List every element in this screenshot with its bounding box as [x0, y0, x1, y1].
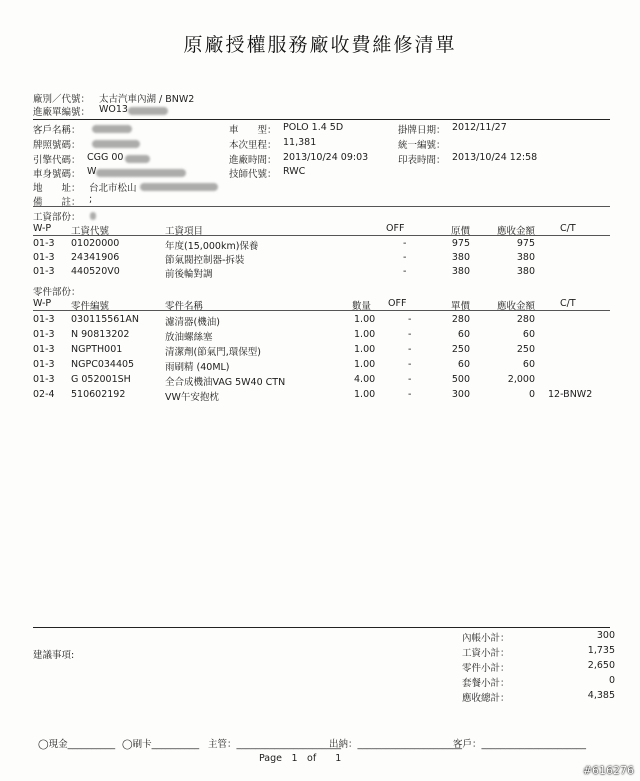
parts-row-qty: 1.00: [354, 359, 376, 370]
reg-date-value: 2012/11/27: [452, 122, 507, 133]
watermark: #616276: [582, 764, 634, 777]
labor-header-code: 工資代號: [71, 226, 110, 237]
parts-row-off: -: [408, 374, 412, 385]
parts-row-off: -: [408, 344, 412, 355]
summary-value: 300: [596, 630, 615, 641]
labor-row-item: 前後輪對調: [165, 269, 213, 280]
document-title: 原廠授權服務廠收費維修清單: [183, 34, 457, 56]
labor-row-item: 節氣閥控制器-拆裝: [165, 255, 245, 266]
parts-header-name: 零件名稱: [165, 301, 204, 312]
remarks-label: 備 註：: [33, 197, 81, 208]
parts-header-divider: [33, 310, 610, 311]
chassis-value: W: [87, 166, 97, 177]
parts-row-due: 60: [522, 329, 535, 340]
labor-row-price: 380: [451, 266, 470, 277]
parts-row-due: 0: [528, 389, 535, 400]
tax-id-label: 統一編號：: [398, 140, 446, 151]
customer-label: 客戶名稱：: [33, 125, 81, 136]
labor-row-off: -: [403, 252, 407, 263]
chassis-label: 車身號碼：: [33, 169, 81, 180]
parts-row-due: 280: [516, 314, 535, 325]
labor-row-due: 975: [516, 238, 535, 249]
parts-row-qty: 1.00: [354, 344, 376, 355]
parts-row-ct: 12-BNW2: [548, 389, 593, 400]
mileage-value: 11,381: [283, 137, 317, 148]
parts-row-name: 全合成機油VAG 5W40 CTN: [165, 377, 286, 388]
address-value: 台北市松山: [89, 183, 137, 194]
entry-time-value: 2013/10/24 09:03: [283, 152, 369, 163]
labor-row-off: -: [403, 266, 407, 277]
parts-header-wp: W-P: [33, 298, 52, 309]
parts-row-qty: 1.00: [354, 329, 376, 340]
header-bottom-divider: [33, 206, 610, 207]
parts-row-unit: 300: [451, 389, 470, 400]
labor-row-code: 01020000: [71, 238, 120, 249]
redaction-mark: [125, 155, 150, 163]
labor-row-price: 380: [451, 252, 470, 263]
summary-value: 4,385: [587, 690, 615, 701]
entry-time-label: 進廠時間：: [229, 155, 277, 166]
labor-row-off: -: [403, 238, 407, 249]
parts-row-wp: 01-3: [33, 359, 55, 370]
parts-row-name: 濾清器(機油): [165, 317, 220, 328]
labor-row-code: 440520V0: [71, 266, 120, 277]
engine-label: 引擎代碼：: [33, 155, 81, 166]
supervisor-signature: 主管：______________________: [208, 739, 342, 750]
labor-row-item: 年度(15,000km)保養: [165, 241, 259, 252]
summary-label: 套餐小計：: [462, 678, 510, 689]
summary-label: 工資小計：: [462, 648, 510, 659]
parts-row-unit: 60: [457, 359, 470, 370]
parts-row-name: 清潔劑(節氣門,環保型): [165, 347, 261, 358]
parts-row-qty: 1.00: [354, 389, 376, 400]
engine-value: CGG 00: [87, 152, 124, 163]
parts-row-unit: 280: [451, 314, 470, 325]
parts-row-off: -: [408, 389, 412, 400]
print-time-value: 2013/10/24 12:58: [452, 152, 538, 163]
labor-header-ct: C/T: [560, 223, 576, 234]
parts-header-off: OFF: [388, 298, 407, 309]
parts-row-off: -: [408, 359, 412, 370]
parts-row-code: N 90813202: [71, 329, 130, 340]
address-label: 地 址：: [33, 183, 81, 194]
parts-row-unit: 250: [451, 344, 470, 355]
remarks-value: ;: [89, 194, 93, 205]
print-time-label: 印表時間：: [398, 155, 446, 166]
parts-row-code: NGPC034405: [71, 359, 135, 370]
redaction-mark: [90, 212, 96, 220]
summary-value: 0: [608, 675, 615, 686]
parts-header-ct: C/T: [560, 298, 576, 309]
plate-label: 牌照號碼：: [33, 140, 81, 151]
parts-section-title: 零件部份：: [33, 287, 81, 298]
labor-header-price: 原價: [450, 226, 470, 237]
reg-date-label: 掛牌日期：: [398, 125, 446, 136]
labor-header-divider: [33, 235, 610, 236]
labor-header-due: 應收金額: [496, 226, 535, 237]
redaction-mark: [92, 125, 132, 133]
branch-label: 廠別／代號：: [33, 94, 91, 105]
parts-row-code: NGPTH001: [71, 344, 123, 355]
parts-row-off: -: [408, 314, 412, 325]
parts-row-unit: 60: [457, 329, 470, 340]
summary-label: 應收總計：: [462, 693, 510, 704]
parts-row-due: 250: [516, 344, 535, 355]
labor-header-wp: W-P: [33, 223, 52, 234]
mileage-label: 本次里程：: [229, 140, 277, 151]
redaction-mark: [92, 140, 140, 148]
parts-row-qty: 1.00: [354, 314, 376, 325]
header-divider: [33, 119, 610, 120]
parts-row-name: VW午安抱枕: [165, 392, 219, 403]
parts-header-due: 應收金額: [496, 301, 535, 312]
parts-row-code: G 052001SH: [71, 374, 131, 385]
labor-row-wp: 01-3: [33, 238, 55, 249]
parts-row-wp: 01-3: [33, 329, 55, 340]
parts-row-wp: 02-4: [33, 389, 55, 400]
summary-divider: [33, 627, 610, 628]
parts-row-code: 030115561AN: [71, 314, 140, 325]
tech-value: RWC: [283, 166, 306, 177]
summary-label: 內帳小計：: [462, 633, 510, 644]
summary-value: 2,650: [587, 660, 615, 671]
tech-label: 技師代號：: [229, 169, 277, 180]
parts-header-qty: 數量: [352, 301, 372, 312]
model-value: POLO 1.4 5D: [283, 122, 344, 133]
redaction-mark: [128, 107, 168, 115]
parts-row-due: 60: [522, 359, 535, 370]
parts-row-code: 510602192: [71, 389, 126, 400]
branch-value: 太古汽車內湖 / BNW2: [99, 94, 195, 105]
parts-header-code: 零件編號: [71, 301, 110, 312]
cashier-signature: 出納：______________________: [329, 739, 463, 750]
redaction-mark: [140, 183, 218, 191]
parts-row-due: 2,000: [507, 374, 535, 385]
parts-row-off: -: [408, 329, 412, 340]
customer-signature: 客戶：______________________: [453, 739, 587, 750]
labor-header-item: 工資項目: [165, 226, 204, 237]
parts-row-wp: 01-3: [33, 314, 55, 325]
summary-label: 零件小計：: [462, 663, 510, 674]
labor-row-wp: 01-3: [33, 252, 55, 263]
parts-row-wp: 01-3: [33, 344, 55, 355]
parts-header-unit: 單價: [450, 301, 470, 312]
parts-row-wp: 01-3: [33, 374, 55, 385]
order-value: WO13: [99, 104, 128, 115]
parts-row-qty: 4.00: [354, 374, 376, 385]
advice-label: 建議事項:: [33, 650, 75, 661]
labor-row-wp: 01-3: [33, 266, 55, 277]
labor-row-code: 24341906: [71, 252, 120, 263]
labor-row-due: 380: [516, 266, 535, 277]
page-number: Page 1 of 1: [259, 753, 342, 764]
summary-value: 1,735: [587, 645, 615, 656]
parts-row-unit: 500: [451, 374, 470, 385]
redaction-mark: [96, 169, 186, 177]
card-field: ◯刷卡__________: [122, 739, 200, 750]
model-label: 車 型：: [229, 125, 277, 136]
parts-row-name: 放油螺絲塞: [165, 332, 213, 343]
labor-row-due: 380: [516, 252, 535, 263]
order-label: 進廠單編號：: [33, 107, 91, 118]
labor-section-title: 工資部份：: [33, 212, 81, 223]
labor-header-off: OFF: [386, 223, 405, 234]
cash-field: ◯現金__________: [38, 739, 116, 750]
labor-row-price: 975: [451, 238, 470, 249]
parts-row-name: 雨刷精 (40ML): [165, 362, 230, 373]
